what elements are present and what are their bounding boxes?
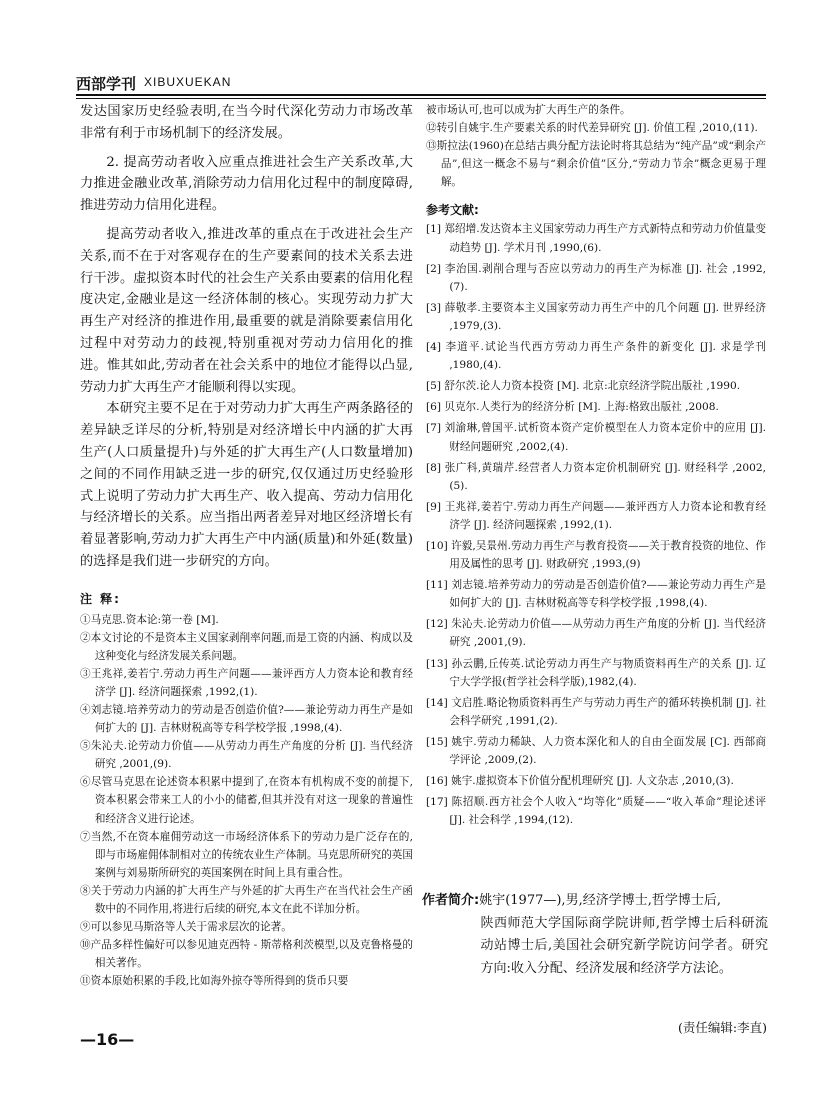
reference-item: [16] 姚宇.虚拟资本下价值分配机理研究 [J]. 人文杂志 ,2010,(3). — [426, 775, 734, 788]
author-label: 作者简介: — [422, 893, 480, 908]
note-item: ③王兆祥,姜若宁.劳动力再生产问题——兼评西方人力资本论和教育经济学 [J]. 经济问题探索 ,1992,(1). — [80, 667, 413, 698]
paragraph-1: 发达国家历史经验表明,在当今时代深化劳动力市场改革非常有利于市场机制下的经济发展。 — [80, 104, 413, 141]
note-item: ⑥尽管马克思在论述资本积累中提到了,在资本有机构成不变的前提下,资本积累会带来工人的小小的储蓄,但其并没有对这一现象的普遍性和经济含义进行论述。 — [80, 776, 413, 825]
reference-item: [10] 许毅,吴景州.劳动力再生产与教育投资——关于教育投资的地位、作用及属性的思考 [J]. 财政研究 ,1993,(9) — [426, 539, 766, 571]
note-item: ⑧关于劳动力内涵的扩大再生产与外延的扩大再生产在当代社会生产函数中的不同作用,将进行后续的研究,本文在此不详加分析。 — [80, 884, 413, 916]
note-item: ②本文讨论的不是资本主义国家剥削率问题,而是工资的内涵、构成以及这种变化与经济发展关系问题。 — [80, 631, 413, 662]
reference-item: [11] 刘志镜.培养劳动力的劳动是否创造价值?——兼论劳动力再生产是如何扩大的 [J]. 吉林财税高等专科学校学报 ,1998,(4). — [426, 579, 766, 610]
reference-item: [17] 陈招顺.西方社会个人收入“均等化”质疑——“收入革命”理论述评 [J]. 社会科学 ,1994,(12). — [426, 796, 766, 827]
reference-item: [1] 郑绍增.发达资本主义国家劳动力再生产方式新特点和劳动力价值量变动趋势 [J]. 学术月刊 ,1990,(6). — [426, 223, 766, 254]
note-item: 被市场认可,也可以成为扩大再生产的条件。 — [426, 104, 631, 116]
reference-item: [8] 张广科,黄瑞芹.经营者人力资本定价机制研究 [J]. 财经科学 ,2002,(5). — [426, 461, 766, 492]
paragraph-2: 2. 提高劳动者收入应重点推进社会生产关系改革,大力推进金融业改革,消除劳动力信用化过程中的制度障碍,推进劳动力信用化进程。 — [80, 154, 413, 214]
note-item: ⑫转引自姚宇.生产要素关系的时代差异研究 [J]. 价值工程 ,2010,(11). — [426, 122, 758, 135]
paragraph-4: 本研究主要不足在于对劳动力扩大再生产两条路径的差异缺乏详尽的分析,特别是对经济增长中内涵的扩大再生产(人口质量提升)与外延的扩大再生产(人口数量增加)之间的不同作用缺乏进一步的研究,仅仅通过历史经验形式上说明了劳动力扩大再生产、收入提高、劳动力信用化与经济增长的关系。应当指出两者差异对地区经济增长有着显著影响,劳动力扩大再生产中内涵(质量)和外延(数量)的选择是我们进一步研究的方向。 — [80, 401, 413, 569]
note-item: ⑤朱沁夫.论劳动力价值——从劳动力再生产角度的分析 [J]. 当代经济研究 ,2001,(9). — [80, 740, 413, 771]
notes-list — [80, 611, 413, 991]
paragraph-3: 提高劳动者收入,推进改革的重点在于改进社会生产关系,而不在于对客观存在的生产要素间的技术关系去进行干涉。虚拟资本时代的社会生产关系由要素的信用化程度决定,金融业是这一经济体制的核心。实现劳动力扩大再生产对经济的推进作用,最重要的就是消除要素信用化过程中对劳动力的歧视,特别重视对劳动力信用化的推进。惟其如此,劳动者在社会关系中的地位才能得以凸显,劳动力扩大再生产才能顺利得以实现。 — [80, 226, 413, 395]
reference-item: [5] 舒尔茨.论人力资本投资 [M]. 北京:北京经济学院出版社 ,1990. — [426, 380, 741, 393]
notes-section — [80, 589, 413, 991]
reference-item: [15] 姚宇.劳动力稀缺、人力资本深化和人的自由全面发展 [C]. 西部商学评论 ,2009,(2). — [426, 735, 766, 766]
journal-header — [76, 73, 766, 93]
reference-item: [13] 孙云鹏,丘传英.试论劳动力再生产与物质资料再生产的关系 [J]. 辽宁大学学报(哲学社会科学版),1982,(4). — [426, 657, 766, 688]
reference-item: [7] 刘渝琳,曾国平.试析资本资产定价模型在人力资本定价中的应用 [J]. 财经问题研究 ,2002,(4). — [426, 422, 766, 453]
header-rule-thick — [76, 94, 766, 96]
author-line-1: 姚宇(1977—),男,经济学博士,哲学博士后, — [479, 893, 721, 908]
header-rule-thin — [76, 98, 766, 99]
note-item: ⑪资本原始积累的手段,比如海外掠夺等所得到的货币只要 — [80, 975, 349, 988]
note-item: ⑦当然,不在资本雇佣劳动这一市场经济体系下的劳动力是广泛存在的,即与市场雇佣体制相对立的传统农业生产体制。马克思所研究的英国案例与刘易斯所研究的英国案例在时间上具有重合性。 — [80, 830, 413, 879]
left-column — [80, 101, 413, 991]
journal-title-en: XIBUXUEKAN — [144, 75, 232, 89]
reference-item: [3] 薛敬孝.主要资本主义国家劳动力再生产中的几个问题 [J]. 世界经济 ,1979,(3). — [426, 301, 766, 332]
note-item: ①马克思.资本论:第一卷 [M]. — [80, 613, 219, 626]
author-details: 陕西师范大学国际商学院讲师,哲学博士后科研流动站博士后,美国社会研究新学院访问学者。研究方向:收入分配、经济发展和经济学方法论。 — [480, 915, 768, 976]
author-bio — [422, 890, 768, 980]
note-item: ⑬斯拉法(1960)在总结古典分配方法论时将其总结为“纯产品”或“剩余产品”,但这一概念不易与“剩余价值”区分,“劳动力节余”概念更易于理解。 — [426, 140, 766, 189]
reference-item: [9] 王兆祥,姜若宁.劳动力再生产问题——兼评西方人力资本论和教育经济学 [J]. 经济问题探索 ,1992,(1). — [426, 500, 766, 531]
references-list — [426, 220, 766, 829]
page-number: —16— — [80, 1030, 135, 1049]
reference-item: [12] 朱沁夫.论劳动力价值——从劳动力再生产角度的分析 [J]. 当代经济研究 ,2001,(9). — [426, 618, 766, 649]
reference-item: [2] 李治国.剥削合理与否应以劳动力的再生产为标准 [J]. 社会 ,1992,(7). — [426, 262, 766, 293]
reference-item: [4] 李道平.试论当代西方劳动力再生产条件的新变化 [J]. 求是学刊 ,1980,(4). — [426, 341, 766, 372]
notes-title: 注 释: — [80, 591, 121, 606]
reference-item: [6] 贝克尔.人类行为的经济分析 [M]. 上海:格致出版社 ,2008. — [426, 401, 719, 414]
right-column — [426, 101, 766, 832]
responsible-editor: (责任编辑:李直) — [678, 1020, 767, 1035]
note-item: ⑨可以参见马斯洛等人关于需求层次的论著。 — [80, 921, 292, 934]
journal-title-cn: 西部学刊 — [76, 75, 137, 93]
notes-continued — [426, 101, 766, 191]
note-item: ⑩产品多样性偏好可以参见迪克西特 - 斯蒂格利茨模型,以及克鲁格曼的相关著作。 — [80, 939, 413, 970]
note-item: ④刘志镜.培养劳动力的劳动是否创造价值?——兼论劳动力再生产是如何扩大的 [J]. 吉林财税高等专科学校学报 ,1998,(4). — [80, 704, 413, 735]
reference-item: [14] 文启胜.略论物质资料再生产与劳动力再生产的循环转换机制 [J]. 社会科学研究 ,1991,(2). — [426, 696, 766, 727]
references-title: 参考文献: — [426, 203, 479, 218]
